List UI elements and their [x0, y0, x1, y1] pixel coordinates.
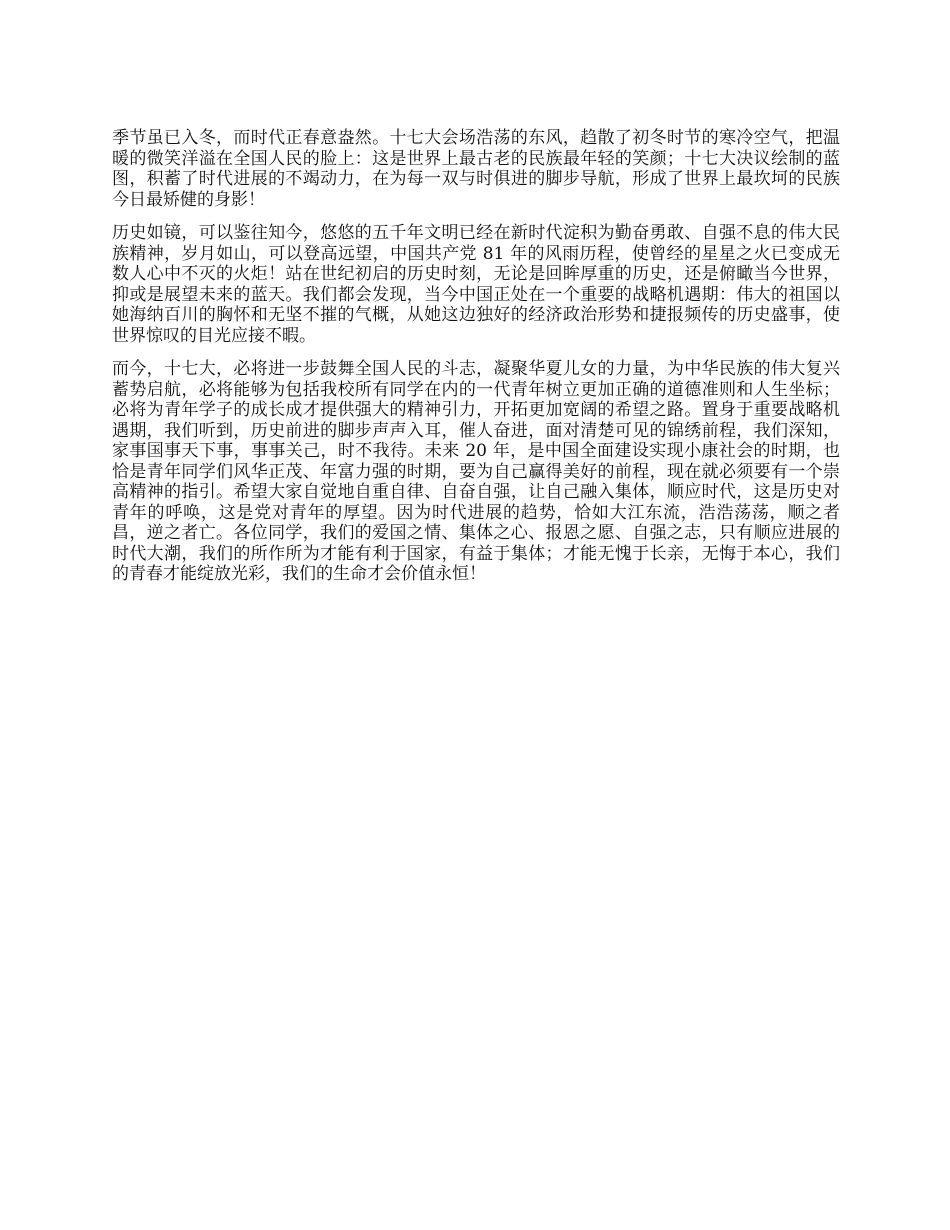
paragraph-3: 而今，十七大，必将进一步鼓舞全国人民的斗志，凝聚华夏儿女的力量，为中华民族的伟大复兴蓄势启航，必将能够为包括我校所有同学在内的一代青年树立更加正确的道德准则和人生坐标；必将为青年学子的成长成才提供强大的精神引力，开拓更加宽阔的希望之路。置身于重要战略机遇期，我们听到，历史前进的脚步声声入耳，催人奋进，面对清楚可见的锦绣前程，我们深知，家事国事天下事，事事关己，时不我待。未来 20 年，是中国全面建设实现小康社会的时期，也恰是青年同学们风华正茂、年富力强的时期，要为自己赢得美好的前程，现在就必须要有一个崇高精神的指引。希望大家自觉地自重自律、自奋自强，让自己融入集体，顺应时代，这是历史对青年的呼唤，这是党对青年的厚望。因为时代进展的趋势，恰如大江东流，浩浩荡荡，顺之者昌，逆之者亡。各位同学，我们的爱国之情、集体之心、报恩之愿、自强之志，只有顺应进展的时代大潮，我们的所作所为才能有利于国家，有益于集体；才能无愧于长亲，无悔于本心，我们的青春才能绽放光彩，我们的生命才会价值永恒！ — [112, 359, 840, 584]
paragraph-2: 历史如镜，可以鉴往知今，悠悠的五千年文明已经在新时代淀积为勤奋勇敢、自强不息的伟大民族精神，岁月如山，可以登高远望，中国共产党 81 年的风雨历程，使曾经的星星之火已变成无数人心中不灭的火炬！站在世纪初启的历史时刻，无论是回眸厚重的历史，还是俯瞰当今世界，抑或是展望未来的蓝天。我们都会发现，当今中国正处在一个重要的战略机遇期：伟大的祖国以她海纳百川的胸怀和无坚不摧的气概，从她这边独好的经济政治形势和捷报频传的历史盛事，使世界惊叹的目光应接不暇。 — [112, 223, 840, 346]
paragraph-1: 季节虽已入冬，而时代正春意盎然。十七大会场浩荡的东风，趋散了初冬时节的寒冷空气，把温暖的微笑洋溢在全国人民的脸上：这是世界上最古老的民族最年轻的笑颜；十七大决议绘制的蓝图，积蓄了时代进展的不竭动力，在为每一双与时俱进的脚步导航，形成了世界上最坎坷的民族今日最矫健的身影！ — [112, 128, 840, 210]
document-body — [112, 128, 840, 598]
